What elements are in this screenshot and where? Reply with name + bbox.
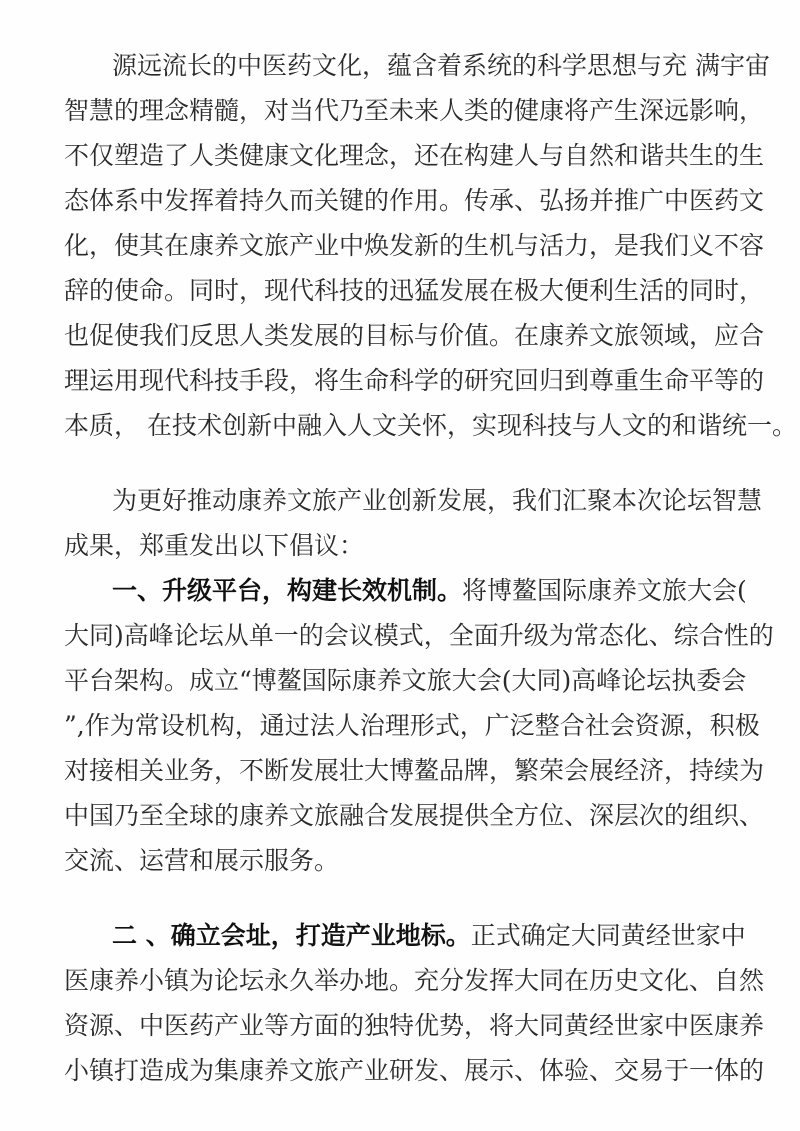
text-line xyxy=(112,919,752,953)
text-line: 化，使其在康养文旅产业中焕发新的生机与活力，是我们义不容 xyxy=(64,231,765,260)
text-line: 小镇打造成为集康养文旅产业研发、展示、体验、交易于一体的 xyxy=(64,1056,765,1085)
text-line: 源远流长的中医药文化，蕴含着系统的科学思想与充 满宇宙 xyxy=(112,51,770,80)
text-line: 大同)高峰论坛从单一的会议模式，全面升级为常态化、综合性的 xyxy=(64,621,774,650)
text-line: 理运用现代科技手段，将生命科学的研究回归到尊重生命平等的 xyxy=(64,366,765,395)
item-heading: 一、升级平台，构建长效机制。 xyxy=(112,576,463,605)
text-line xyxy=(112,574,752,608)
item-text: 正式确定大同黄经世家中 xyxy=(470,921,746,950)
text-line: 智慧的理念精髓，对当代乃至未来人类的健康将产生深远影响， xyxy=(64,96,765,125)
text-line: 中国乃至全球的康养文旅融合发展提供全方位、深层次的组织、 xyxy=(64,801,765,830)
text-line: 辞的使命。同时，现代科技的迅猛发展在极大便利生活的同时， xyxy=(64,276,765,305)
item-heading: 二 、确立会址，打造产业地标。 xyxy=(112,921,471,950)
text-line: 交流、运营和展示服务。 xyxy=(64,846,340,875)
item-text: 将博鳌国际康养文旅大会( xyxy=(462,576,747,605)
text-line: 为更好推动康养文旅产业创新发展，我们汇聚本次论坛智慧 xyxy=(112,486,763,515)
text-line: 平台架构。成立“博鳌国际康养文旅大会(大同)高峰论坛执委会 xyxy=(64,666,747,695)
text-line: 医康养小镇为论坛永久举办地。充分发挥大同在历史文化、自然 xyxy=(64,966,765,995)
text-line: 本质， 在技术创新中融入人文关怀，实现科技与人文的和谐统一。 xyxy=(64,411,797,440)
text-line: 态体系中发挥着持久而关键的作用。传承、弘扬并推广中医药文 xyxy=(64,186,765,215)
text-line: 资源、中医药产业等方面的独特优势，将大同黄经世家中医康养 xyxy=(64,1011,765,1040)
text-line: 成果，郑重发出以下倡议： xyxy=(64,531,365,560)
text-line: ”,作为常设机构，通过法人治理形式，广泛整合社会资源，积极 xyxy=(64,711,760,740)
text-line: 也促使我们反思人类发展的目标与价值。在康养文旅领域，应合 xyxy=(64,321,765,350)
text-line: 不仅塑造了人类健康文化理念，还在构建人与自然和谐共生的生 xyxy=(64,141,765,170)
text-line: 对接相关业务，不断发展壮大博鳌品牌，繁荣会展经济，持续为 xyxy=(64,756,765,785)
